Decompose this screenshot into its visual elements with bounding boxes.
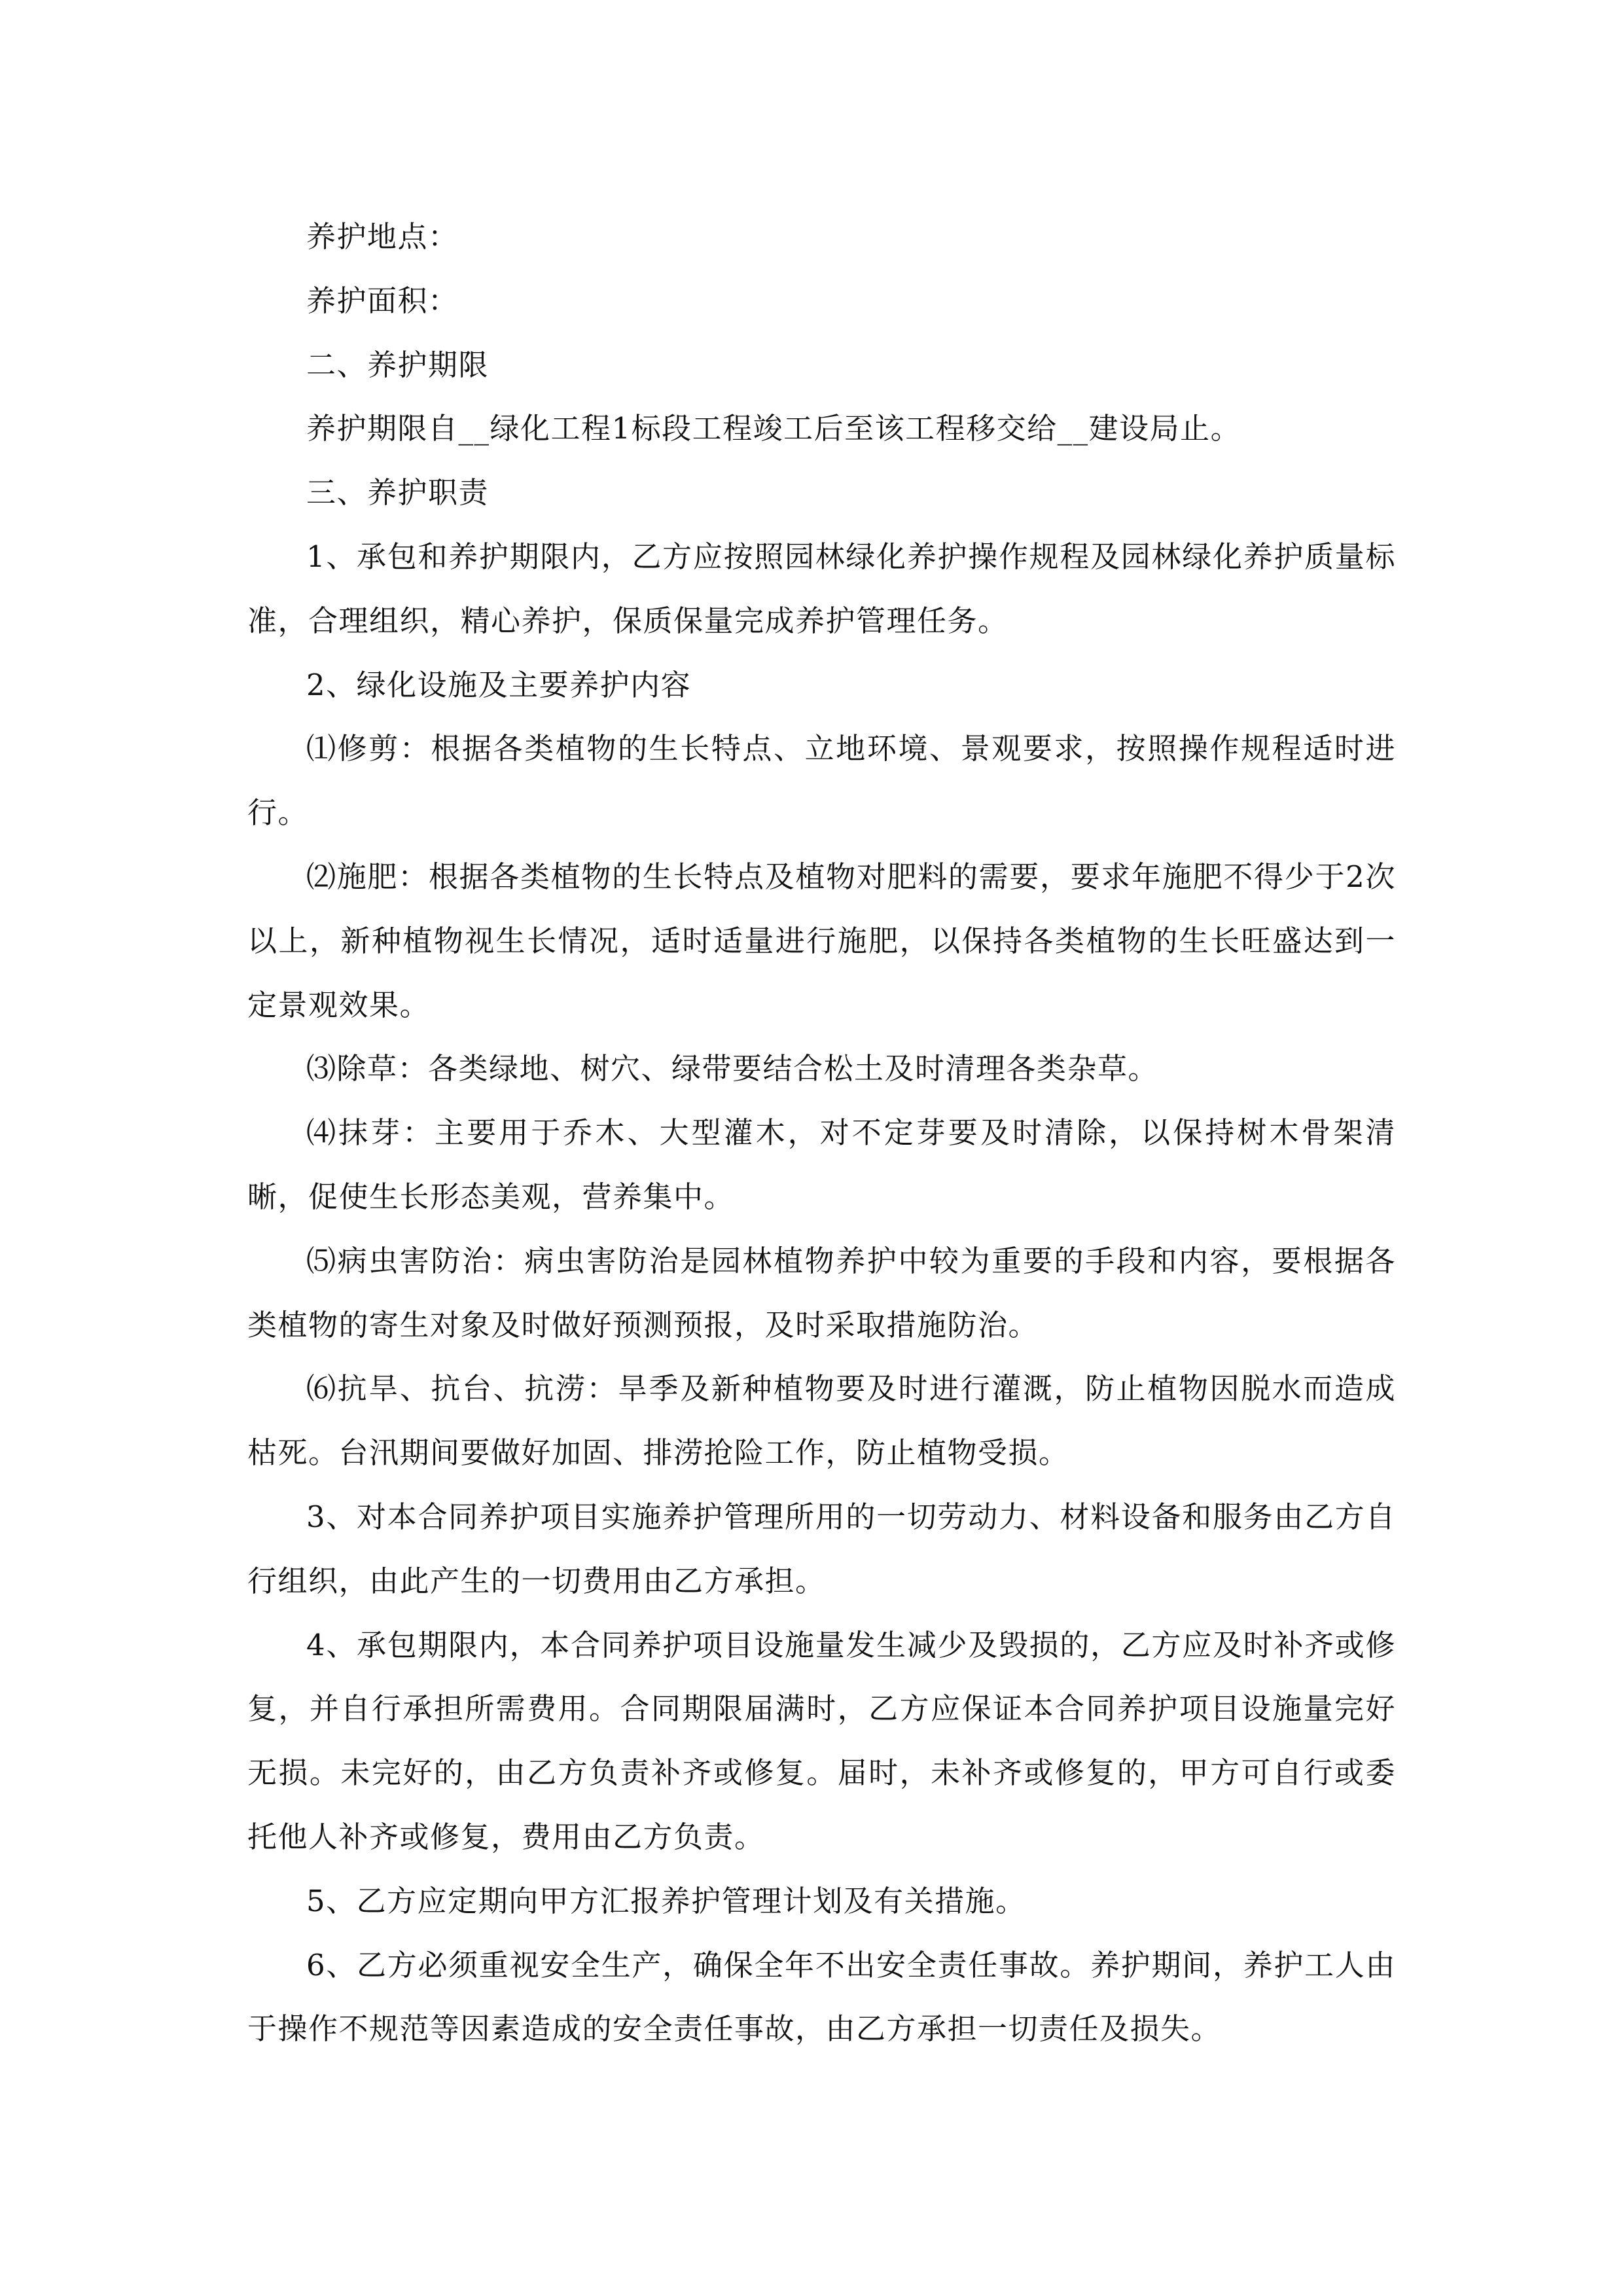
paragraph-maintenance-location: 养护地点： (306, 219, 459, 254)
paragraph-duty-2-heading: 2、绿化设施及主要养护内容 (306, 667, 692, 702)
paragraph-duty-3: 3、对本合同养护项目实施养护管理所用的一切劳动力、材料设备和服务由乙方自行组织，由此产生的一切费用由乙方承担。 (247, 1499, 1396, 1598)
paragraph-pruning: ⑴修剪：根据各类植物的生长特点、立地环境、景观要求，按照操作规程适时进行。 (247, 731, 1396, 831)
section-heading-maintenance-period: 二、养护期限 (306, 347, 490, 382)
paragraph-pest-control: ⑸病虫害防治：病虫害防治是园林植物养护中较为重要的手段和内容，要根据各类植物的寄生对象及时做好预测预报，及时采取措施防治。 (247, 1243, 1396, 1342)
paragraph-bud-removal: ⑷抹芽：主要用于乔木、大型灌木，对不定芽要及时清除，以保持树木骨架清晰，促使生长形态美观，营养集中。 (247, 1115, 1396, 1214)
paragraph-drought-typhoon-flood: ⑹抗旱、抗台、抗涝：旱季及新种植物要及时进行灌溉，防止植物因脱水而造成枯死。台汛期间要做好加固、排涝抢险工作，防止植物受损。 (247, 1371, 1396, 1471)
paragraph-weeding: ⑶除草：各类绿地、树穴、绿带要结合松土及时清理各类杂草。 (306, 1051, 1159, 1086)
paragraph-maintenance-period: 养护期限自__绿化工程1标段工程竣工后至该工程移交给__建设局止。 (306, 411, 1241, 446)
paragraph-maintenance-area: 养护面积： (306, 283, 459, 318)
paragraph-duty-1: 1、承包和养护期限内，乙方应按照园林绿化养护操作规程及园林绿化养护质量标准，合理组织，精心养护，保质保量完成养护管理任务。 (247, 539, 1396, 638)
section-heading-maintenance-duties: 三、养护职责 (306, 475, 490, 511)
paragraph-fertilizing: ⑵施肥：根据各类植物的生长特点及植物对肥料的需要，要求年施肥不得少于2次以上，新种植物视生长情况，适时适量进行施肥，以保持各类植物的生长旺盛达到一定景观效果。 (247, 859, 1396, 1022)
paragraph-duty-5: 5、乙方应定期向甲方汇报养护管理计划及有关措施。 (306, 1883, 1026, 1918)
paragraph-duty-4: 4、承包期限内，本合同养护项目设施量发生减少及毁损的，乙方应及时补齐或修复，并自行承担所需费用。合同期限届满时，乙方应保证本合同养护项目设施量完好无损。未完好的，由乙方负责补齐或修复。届时，未补齐或修复的，甲方可自行或委托他人补齐或修复，费用由乙方负责。 (247, 1627, 1396, 1854)
document-body (247, 205, 1396, 2061)
paragraph-duty-6: 6、乙方必须重视安全生产，确保全年不出安全责任事故。养护期间，养护工人由于操作不规范等因素造成的安全责任事故，由乙方承担一切责任及损失。 (247, 1947, 1396, 2047)
